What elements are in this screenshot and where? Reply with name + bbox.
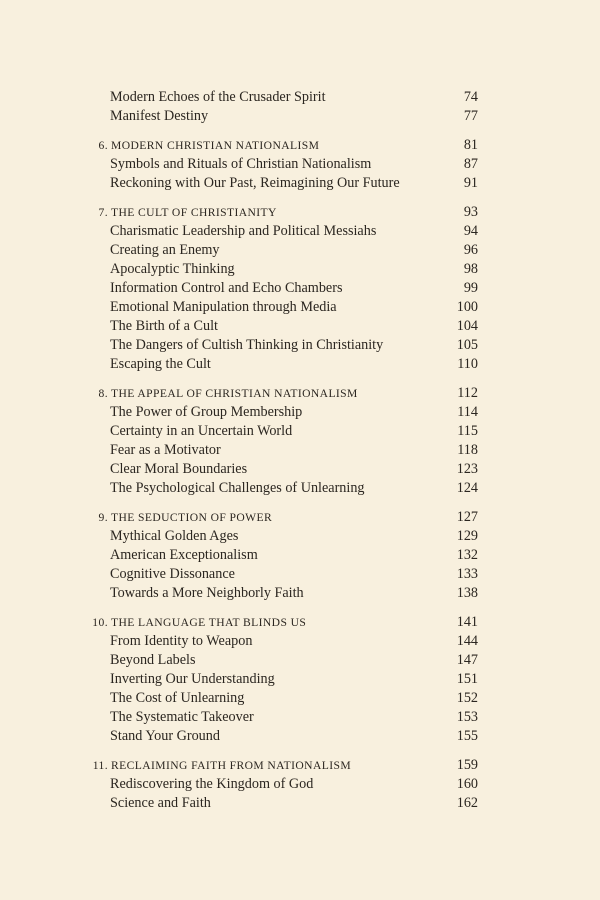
section-page-number: 110 [457,356,478,372]
section-title: Science and Faith [110,795,211,811]
section-page-number: 104 [456,318,478,334]
section-title: Certainty in an Uncertain World [110,423,293,439]
section-title: The Systematic Takeover [110,709,254,725]
toc-entry [0,107,600,126]
section-title: Manifest Destiny [110,108,209,124]
section-page-number: 152 [456,690,478,706]
toc-entry [0,727,600,746]
section-title: Stand Your Ground [110,728,220,744]
section-page-number: 123 [456,461,478,477]
toc-entry [0,441,600,460]
chapter-number: 10. [92,616,108,629]
toc-entry [0,708,600,727]
section-page-number: 132 [456,547,478,563]
section-page-number: 144 [456,633,478,649]
chapter-title: THE APPEAL OF CHRISTIAN NATIONALISM [111,387,358,400]
section-page-number: 147 [456,652,478,668]
chapter-spacer [0,603,600,613]
section-page-number: 105 [456,337,478,353]
chapter-heading [0,384,600,403]
section-page-number: 87 [463,156,478,172]
toc-entry [0,584,600,603]
toc-entry [0,317,600,336]
section-title: Fear as a Motivator [110,442,221,458]
section-page-number: 160 [456,776,478,792]
section-title: The Power of Group Membership [110,404,303,420]
section-title: Symbols and Rituals of Christian Nationalism [110,156,372,172]
toc-entry [0,260,600,279]
chapter-title: THE SEDUCTION OF POWER [111,511,273,524]
section-title: The Psychological Challenges of Unlearning [110,480,365,496]
toc-entry [0,460,600,479]
toc-entry [0,651,600,670]
section-page-number: 77 [463,108,478,124]
section-page-number: 124 [456,480,478,496]
toc-entry [0,670,600,689]
section-page-number: 153 [456,709,478,725]
toc-entry [0,527,600,546]
toc-entry [0,775,600,794]
toc-entry [0,279,600,298]
toc-entry [0,355,600,374]
section-page-number: 91 [463,175,478,191]
chapter-heading [0,756,600,775]
chapter-spacer [0,746,600,756]
chapter-number: 8. [98,387,108,400]
chapter-page-number: 127 [456,509,478,525]
section-title: Creating an Enemy [110,242,220,258]
chapter-title: MODERN CHRISTIAN NATIONALISM [111,139,320,152]
chapter-heading [0,508,600,527]
section-title: Escaping the Cult [110,356,211,372]
toc-entry [0,222,600,241]
chapter-number: 9. [98,511,108,524]
toc-entry [0,794,600,813]
section-page-number: 99 [463,280,478,296]
toc-entry [0,88,600,107]
section-title: Charismatic Leadership and Political Messiahs [110,223,377,239]
section-title: American Exceptionalism [110,547,258,563]
toc-entry [0,632,600,651]
section-title: From Identity to Weapon [110,633,253,649]
chapter-heading [0,613,600,632]
chapter-heading [0,136,600,155]
section-title: The Dangers of Cultish Thinking in Christianity [110,337,384,353]
toc-entry [0,479,600,498]
toc-entry [0,336,600,355]
section-page-number: 100 [456,299,478,315]
toc-entry [0,174,600,193]
chapter-title: THE CULT OF CHRISTIANITY [111,206,277,219]
toc-entry [0,155,600,174]
chapter-page-number: 81 [463,137,478,153]
section-page-number: 94 [463,223,478,239]
section-page-number: 74 [463,89,478,105]
toc-entry [0,422,600,441]
section-page-number: 155 [456,728,478,744]
section-title: Rediscovering the Kingdom of God [110,776,314,792]
table-of-contents [0,88,600,813]
section-title: Modern Echoes of the Crusader Spirit [110,89,326,105]
chapter-page-number: 93 [463,204,478,220]
section-title: Mythical Golden Ages [110,528,239,544]
section-page-number: 138 [456,585,478,601]
section-title: Cognitive Dissonance [110,566,235,582]
section-page-number: 114 [457,404,478,420]
section-title: Clear Moral Boundaries [110,461,248,477]
section-title: Reckoning with Our Past, Reimagining Our Future [110,175,400,191]
section-page-number: 115 [457,423,478,439]
section-title: Information Control and Echo Chambers [110,280,343,296]
chapter-title: THE LANGUAGE THAT BLINDS US [111,616,307,629]
section-page-number: 118 [457,442,478,458]
chapter-heading [0,203,600,222]
chapter-spacer [0,193,600,203]
section-page-number: 96 [463,242,478,258]
toc-entry [0,546,600,565]
chapter-spacer [0,498,600,508]
toc-entry [0,403,600,422]
toc-entry [0,298,600,317]
chapter-spacer [0,126,600,136]
section-page-number: 98 [463,261,478,277]
section-title: Apocalyptic Thinking [110,261,235,277]
chapter-spacer [0,374,600,384]
section-page-number: 133 [456,566,478,582]
toc-entry [0,689,600,708]
section-title: Beyond Labels [110,652,196,668]
chapter-page-number: 141 [456,614,478,630]
chapter-number: 6. [98,139,108,152]
section-page-number: 162 [456,795,478,811]
chapter-page-number: 159 [456,757,478,773]
section-page-number: 129 [456,528,478,544]
toc-entry [0,241,600,260]
chapter-number: 11. [92,759,108,772]
section-title: Inverting Our Understanding [110,671,275,687]
chapter-number: 7. [98,206,108,219]
chapter-page-number: 112 [457,385,478,401]
toc-entry [0,565,600,584]
section-title: Emotional Manipulation through Media [110,299,337,315]
chapter-title: RECLAIMING FAITH FROM NATIONALISM [111,759,352,772]
section-title: The Birth of a Cult [110,318,218,334]
section-title: The Cost of Unlearning [110,690,245,706]
section-page-number: 151 [456,671,478,687]
section-title: Towards a More Neighborly Faith [110,585,304,601]
